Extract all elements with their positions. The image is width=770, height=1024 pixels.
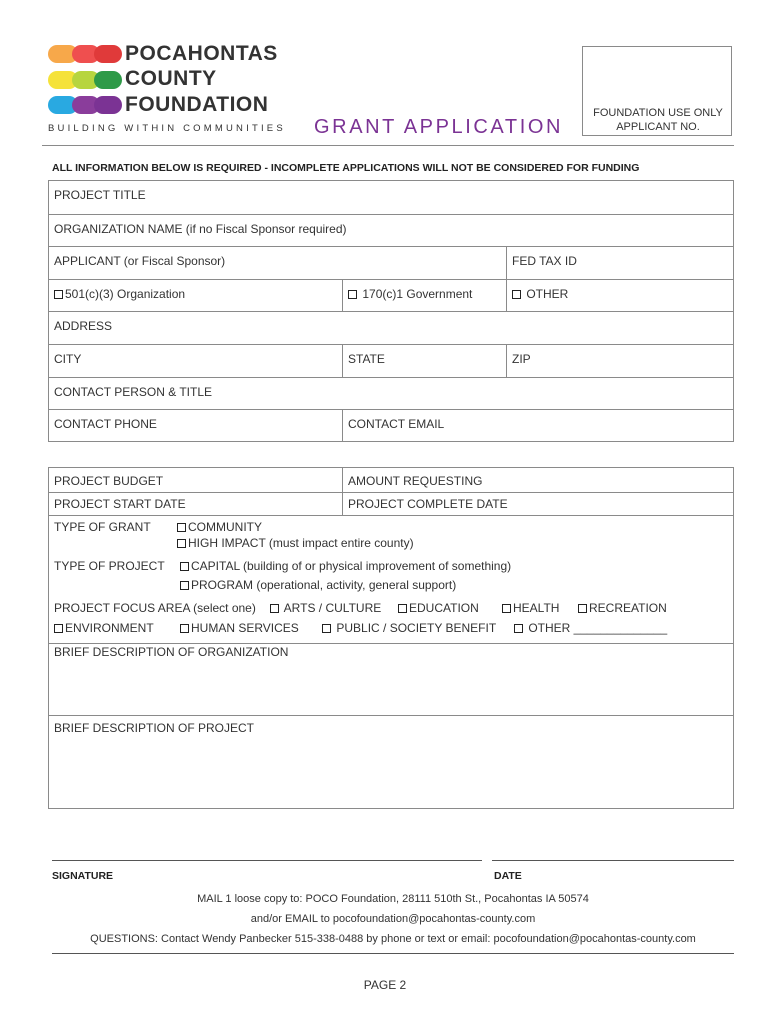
desc-project-field[interactable]: BRIEF DESCRIPTION OF PROJECT (54, 721, 255, 735)
checkbox-icon[interactable] (322, 624, 331, 633)
project-info-section (48, 467, 734, 809)
logo-pill-green (94, 71, 122, 89)
logo-pill-darkred (94, 45, 122, 63)
focus-arts-label: ARTS / CULTURE (283, 601, 382, 615)
mail-instructions: MAIL 1 loose copy to: POCO Foundation, 28111 510th St., Pocahontas IA 50574 (197, 893, 589, 905)
logo-tagline: BUILDING WITHIN COMMUNITIES (48, 123, 286, 134)
address-field[interactable]: ADDRESS (54, 319, 113, 333)
row-divider (49, 377, 733, 378)
row-divider (49, 492, 733, 493)
applicant-field[interactable]: APPLICANT (or Fiscal Sponsor) (54, 254, 226, 268)
applicant-no-label: APPLICANT NO. (616, 121, 700, 133)
checkbox-icon[interactable] (180, 624, 189, 633)
project-program-label: PROGRAM (operational, activity, general support) (191, 578, 457, 592)
focus-education-label: EDUCATION (409, 601, 479, 615)
row-divider (49, 246, 733, 247)
row-divider (49, 344, 733, 345)
complete-date-field[interactable]: PROJECT COMPLETE DATE (348, 497, 508, 511)
checkbox-icon[interactable] (54, 624, 63, 633)
checkbox-icon[interactable] (514, 624, 523, 633)
focus-area-label: PROJECT FOCUS AREA (select one) (54, 601, 256, 615)
foundation-use-box (582, 46, 732, 136)
row-divider (49, 409, 733, 410)
option-501c3[interactable] (49, 287, 185, 301)
row-divider (49, 279, 733, 280)
contact-phone-field[interactable]: CONTACT PHONE (54, 417, 157, 431)
focus-human-option[interactable] (175, 621, 299, 635)
start-date-field[interactable]: PROJECT START DATE (54, 497, 186, 511)
logo-line-1: POCAHONTAS (125, 42, 278, 65)
date-line[interactable] (492, 860, 734, 861)
state-field[interactable]: STATE (348, 352, 385, 366)
option-other[interactable] (507, 287, 568, 301)
row-divider (49, 643, 733, 644)
focus-education-option[interactable] (393, 601, 479, 615)
option-170c1[interactable] (343, 287, 472, 301)
row-divider (49, 214, 733, 215)
focus-public-option[interactable] (317, 621, 496, 635)
footer-divider (52, 953, 734, 954)
desc-organization-field[interactable]: BRIEF DESCRIPTION OF ORGANIZATION (54, 645, 289, 659)
checkbox-icon[interactable] (180, 562, 189, 571)
checkbox-icon[interactable] (348, 290, 357, 299)
type-of-grant-label: TYPE OF GRANT (54, 520, 151, 534)
grant-high-impact-label: HIGH IMPACT (must impact entire county) (188, 536, 414, 550)
zip-field[interactable]: ZIP (512, 352, 531, 366)
row-divider (49, 715, 733, 716)
checkbox-icon[interactable] (502, 604, 511, 613)
logo (48, 42, 288, 135)
checkbox-icon[interactable] (512, 290, 521, 299)
checkbox-icon[interactable] (54, 290, 63, 299)
focus-other-label: OTHER ______________ (528, 621, 668, 635)
header-divider (42, 145, 734, 146)
project-capital-option[interactable] (175, 559, 511, 573)
focus-health-label: HEALTH (513, 601, 560, 615)
option-other-label: OTHER (526, 287, 569, 301)
amount-requesting-field[interactable]: AMOUNT REQUESTING (348, 474, 483, 488)
contact-email-field[interactable]: CONTACT EMAIL (348, 417, 445, 431)
checkbox-icon[interactable] (180, 581, 189, 590)
logo-pill-violet (94, 96, 122, 114)
grant-community-option[interactable] (172, 520, 262, 534)
signature-label: SIGNATURE (52, 870, 114, 882)
foundation-use-label: FOUNDATION USE ONLY (593, 107, 723, 119)
grant-high-impact-option[interactable] (172, 536, 414, 550)
fed-tax-id-field[interactable]: FED TAX ID (512, 254, 577, 268)
city-field[interactable]: CITY (54, 352, 82, 366)
focus-recreation-option[interactable] (573, 601, 667, 615)
focus-recreation-label: RECREATION (589, 601, 667, 615)
organization-name-field[interactable]: ORGANIZATION NAME (if no Fiscal Sponsor required) (54, 222, 347, 236)
project-capital-label: CAPITAL (building of or physical improvement of something) (191, 559, 512, 573)
checkbox-icon[interactable] (177, 539, 186, 548)
required-notice: ALL INFORMATION BELOW IS REQUIRED - INCOMPLETE APPLICATIONS WILL NOT BE CONSIDERED FOR FUNDING (52, 162, 640, 174)
grant-community-label: COMMUNITY (188, 520, 262, 534)
email-instructions: and/or EMAIL to pocofoundation@pocahontas-county.com (250, 913, 536, 925)
option-170c1-label: 170(c)1 Government (362, 287, 473, 301)
questions-contact: QUESTIONS: Contact Wendy Panbecker 515-338-0488 by phone or text or email: pocofoundation@pocahontas-county.com (90, 933, 696, 945)
contact-person-field[interactable]: CONTACT PERSON & TITLE (54, 385, 213, 399)
focus-arts-option[interactable] (265, 601, 381, 615)
focus-public-label: PUBLIC / SOCIETY BENEFIT (336, 621, 497, 635)
page-title: GRANT APPLICATION (314, 116, 564, 138)
project-program-option[interactable] (175, 578, 456, 592)
signature-line[interactable] (52, 860, 482, 861)
applicant-info-section (48, 180, 734, 442)
row-divider (49, 515, 733, 516)
checkbox-icon[interactable] (270, 604, 279, 613)
row-divider (49, 311, 733, 312)
checkbox-icon[interactable] (578, 604, 587, 613)
checkbox-icon[interactable] (398, 604, 407, 613)
focus-environment-option[interactable] (49, 621, 154, 635)
focus-health-option[interactable] (497, 601, 559, 615)
page-number: PAGE 2 (363, 978, 407, 992)
project-title-field[interactable]: PROJECT TITLE (54, 188, 146, 202)
logo-line-2: COUNTY (125, 67, 217, 90)
focus-other-option[interactable] (509, 621, 667, 635)
project-budget-field[interactable]: PROJECT BUDGET (54, 474, 164, 488)
checkbox-icon[interactable] (177, 523, 186, 532)
focus-environment-label: ENVIRONMENT (65, 621, 154, 635)
date-label: DATE (494, 870, 522, 882)
option-501c3-label: 501(c)(3) Organization (65, 287, 186, 301)
logo-line-3: FOUNDATION (125, 93, 269, 116)
type-of-project-label: TYPE OF PROJECT (54, 559, 165, 573)
focus-human-label: HUMAN SERVICES (191, 621, 299, 635)
